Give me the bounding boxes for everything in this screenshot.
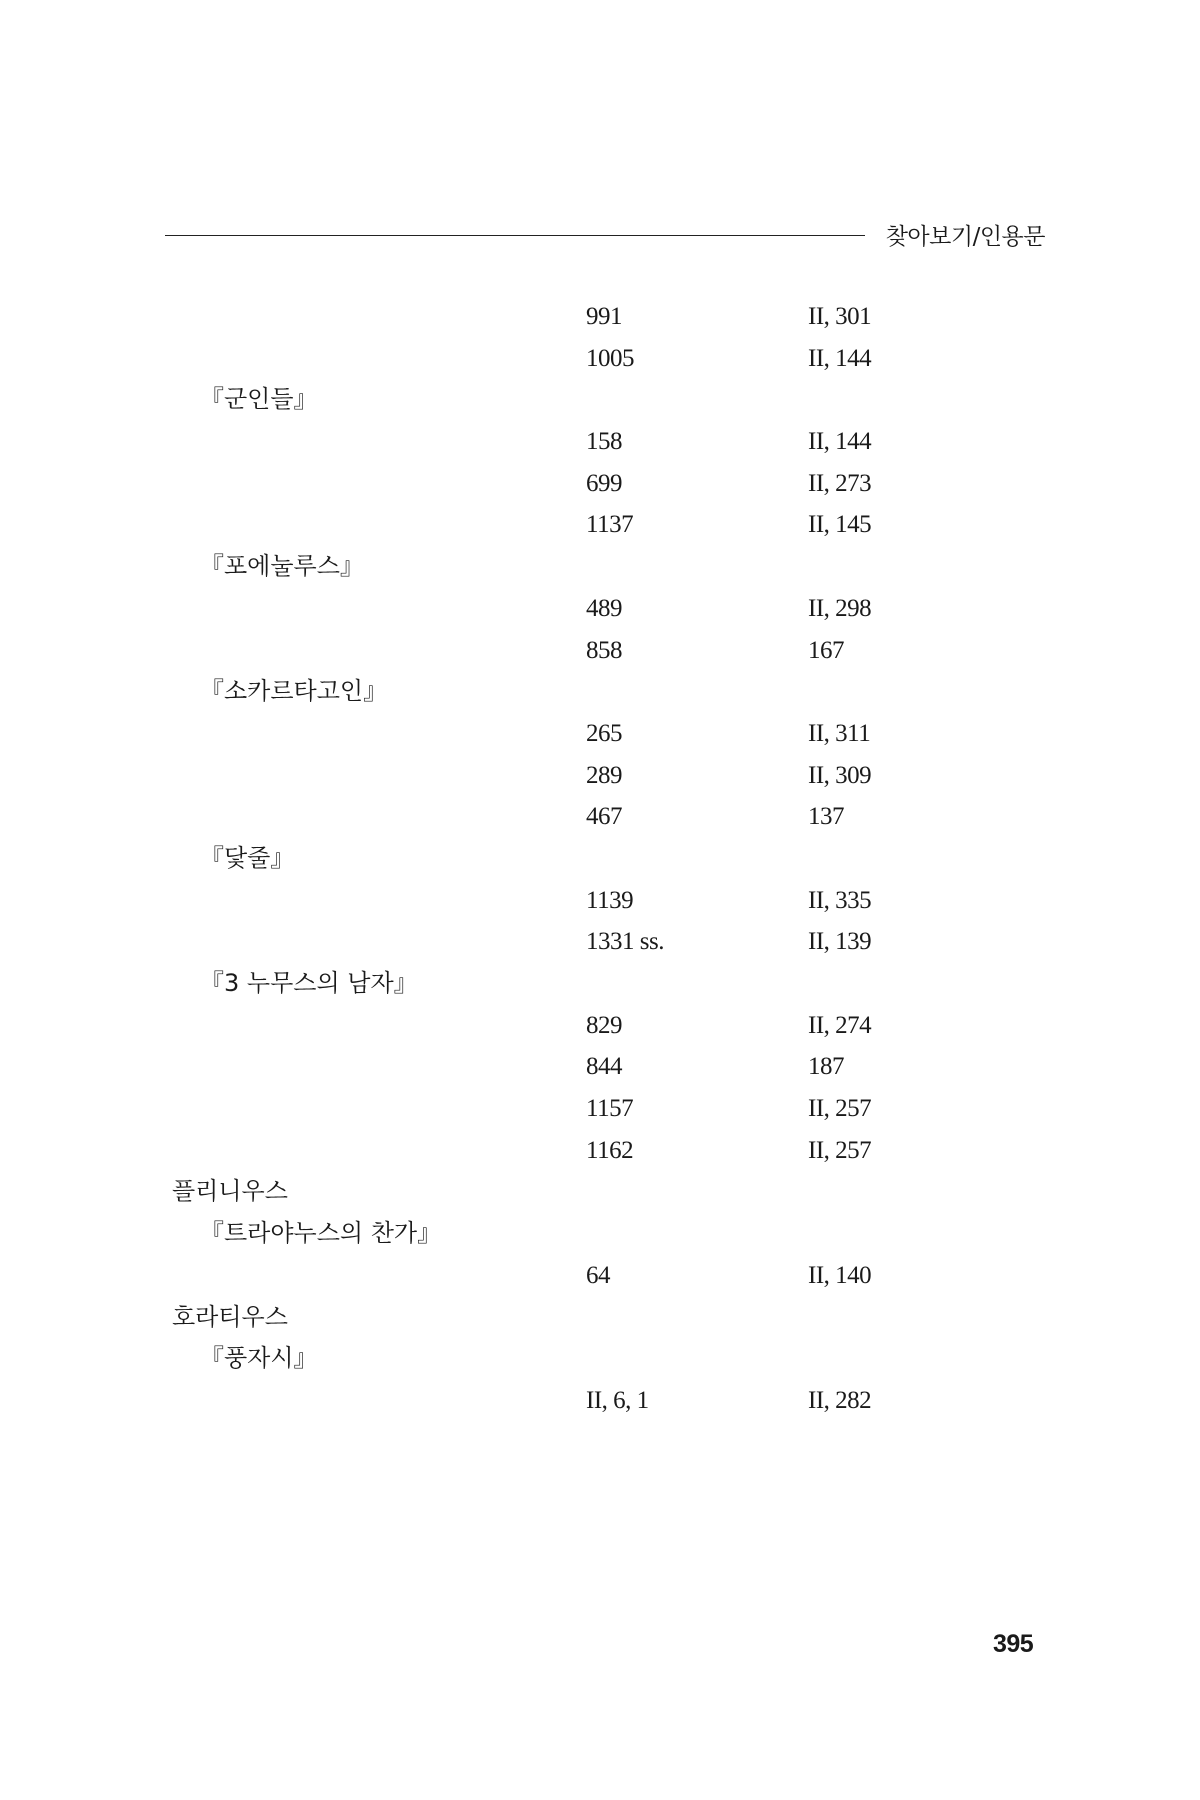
page-reference: II, 309 bbox=[808, 761, 872, 789]
source-locator: 844 bbox=[586, 1053, 622, 1081]
work-heading-row bbox=[0, 1213, 1200, 1255]
page-reference: II, 273 bbox=[808, 469, 872, 497]
page-reference: II, 335 bbox=[808, 886, 872, 914]
source-locator: 1005 bbox=[586, 344, 634, 372]
source-locator: 1157 bbox=[586, 1095, 634, 1123]
work-title: 『풍자시』 bbox=[200, 1344, 318, 1373]
work-heading-row bbox=[0, 546, 1200, 588]
source-locator: 991 bbox=[586, 303, 622, 330]
page-reference: II, 282 bbox=[808, 1386, 872, 1414]
author-heading-row bbox=[0, 1171, 1200, 1213]
source-locator: 158 bbox=[586, 428, 622, 456]
page-reference: II, 298 bbox=[808, 594, 872, 622]
author-name: 호라티우스 bbox=[172, 1302, 288, 1331]
source-locator: 64 bbox=[586, 1261, 610, 1289]
citation-row bbox=[0, 421, 1200, 463]
work-title: 『3 누무스의 남자』 bbox=[200, 969, 418, 997]
citation-row bbox=[0, 1255, 1200, 1297]
source-locator: 1331 ss. bbox=[586, 928, 664, 956]
work-title: 『군인들』 bbox=[200, 385, 318, 414]
citation-row bbox=[0, 1088, 1200, 1130]
header-title: 찾아보기/인용문 bbox=[885, 224, 1045, 250]
page-reference: II, 257 bbox=[808, 1095, 872, 1123]
page-reference: II, 144 bbox=[808, 428, 872, 456]
citation-row bbox=[0, 296, 1200, 338]
citation-row bbox=[0, 921, 1200, 963]
citation-row bbox=[0, 588, 1200, 630]
source-locator: 829 bbox=[586, 1011, 622, 1039]
page-reference: II, 257 bbox=[808, 1136, 872, 1164]
source-locator: 1137 bbox=[586, 511, 634, 539]
page-reference: 137 bbox=[808, 803, 844, 831]
page-reference: II, 311 bbox=[808, 719, 871, 747]
citation-row bbox=[0, 630, 1200, 672]
citation-index bbox=[0, 296, 1200, 1422]
page-reference: II, 301 bbox=[808, 303, 872, 330]
source-locator: 1162 bbox=[586, 1136, 634, 1164]
citation-row bbox=[0, 755, 1200, 797]
citation-row bbox=[0, 1046, 1200, 1088]
source-locator: 265 bbox=[586, 719, 622, 747]
citation-row bbox=[0, 463, 1200, 505]
work-heading-row bbox=[0, 1338, 1200, 1380]
work-heading-row bbox=[0, 838, 1200, 880]
page-reference: II, 145 bbox=[808, 511, 872, 539]
work-title: 『트라야누스의 찬가』 bbox=[200, 1219, 442, 1248]
page-number: 395 bbox=[993, 1630, 1034, 1658]
source-locator: 467 bbox=[586, 803, 622, 831]
source-locator: 699 bbox=[586, 469, 622, 497]
running-header bbox=[165, 218, 1045, 258]
citation-row bbox=[0, 1005, 1200, 1047]
source-locator: 289 bbox=[586, 761, 622, 789]
work-heading-row bbox=[0, 671, 1200, 713]
work-title: 『닻줄』 bbox=[200, 843, 295, 872]
work-heading-row bbox=[0, 963, 1200, 1005]
citation-row bbox=[0, 796, 1200, 838]
work-title: 『소카르타고인』 bbox=[200, 677, 388, 706]
citation-row bbox=[0, 1130, 1200, 1172]
page-reference: II, 139 bbox=[808, 928, 872, 956]
author-name: 플리니우스 bbox=[172, 1177, 288, 1206]
source-locator: 858 bbox=[586, 636, 622, 664]
source-locator: 489 bbox=[586, 594, 622, 622]
header-rule bbox=[165, 235, 865, 236]
work-title: 『포에눌루스』 bbox=[200, 552, 364, 581]
citation-row bbox=[0, 1380, 1200, 1422]
citation-row bbox=[0, 338, 1200, 380]
page-reference: II, 140 bbox=[808, 1261, 872, 1289]
page-reference: 187 bbox=[808, 1053, 844, 1081]
citation-row bbox=[0, 880, 1200, 922]
work-heading-row bbox=[0, 379, 1200, 421]
source-locator: 1139 bbox=[586, 886, 634, 914]
citation-row bbox=[0, 713, 1200, 755]
page-reference: II, 274 bbox=[808, 1011, 872, 1039]
page-reference: II, 144 bbox=[808, 344, 872, 372]
citation-row bbox=[0, 504, 1200, 546]
page-reference: 167 bbox=[808, 636, 844, 664]
author-heading-row bbox=[0, 1297, 1200, 1339]
source-locator: II, 6, 1 bbox=[586, 1386, 649, 1414]
